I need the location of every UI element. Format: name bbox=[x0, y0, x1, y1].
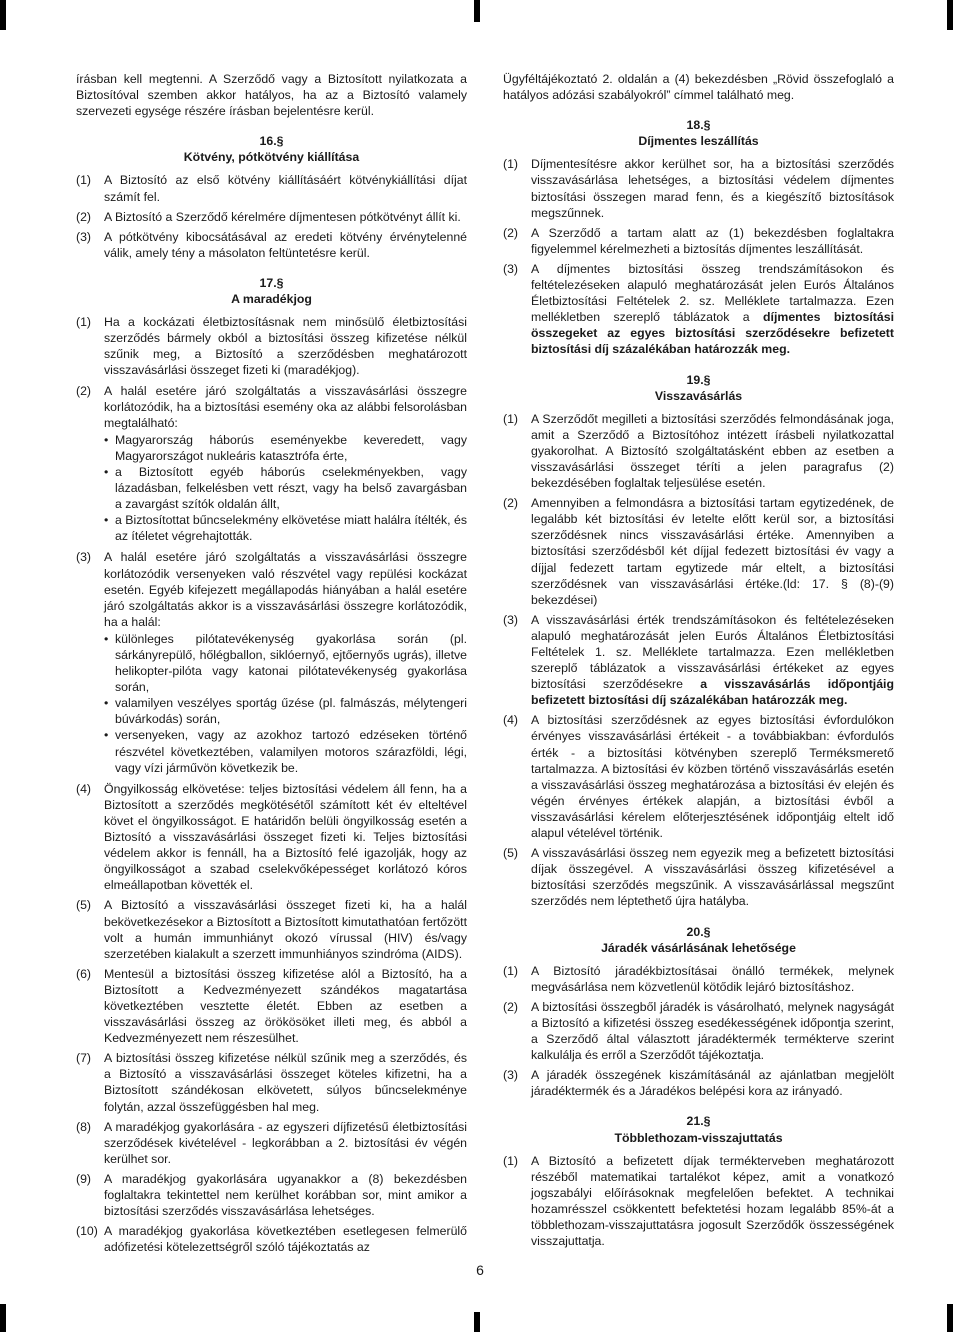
list-item bbox=[503, 156, 894, 220]
item-text: A halál esetére járó szolgáltatás a visszavásárlási összegre korlátozódik versenyeken való részvétel vagy repülési kockázat esetén. Egyéb kifejezett megállapodás hiányában a halál esetére járó szolgáltatás akkor is a visszavásárlási összegre korlátozódik, ha a halál: bbox=[104, 550, 467, 629]
list-item bbox=[503, 225, 894, 257]
item-number: (1) bbox=[76, 315, 92, 330]
bullet-item: • valamilyen veszélyes sportág űzése (pl. falmászás, mélytengeri búvárkodás) során, bbox=[104, 695, 467, 727]
list-item bbox=[503, 845, 894, 909]
item-text: A járadék összegének kiszámításánál az ajánlatban megjelölt járadéktermék és a Járadékos belépési kora az irányadó. bbox=[531, 1068, 894, 1099]
item-number: (4) bbox=[76, 781, 92, 796]
item-number: (6) bbox=[76, 966, 92, 981]
item-number: (2) bbox=[503, 999, 519, 1014]
list-item bbox=[503, 612, 894, 709]
bullet-item: • a Biztosított egyéb háborús cselekményekben, vagy lázadásban, felkelésben vett részt, vagy ha belső zavargásban a zavargást szítók oldalán állt, bbox=[104, 464, 467, 512]
item-text: A Biztosító a befizetett díjak termékterveben meghatározott részéből matematikai tartalékot képez, amit a vonatkozó jogszabályi előírásoknak megfelelően befektet. A technikai hozamrésszel csökkentett befektetési hozam legalább 85%-át a többlethozam-visszajuttatásra jogosult Szerződők összességének visszajuttatja. bbox=[531, 1153, 894, 1249]
list-item bbox=[76, 1223, 467, 1255]
item-body bbox=[104, 549, 467, 776]
item-text-regular: A visszavásárlási érték trendszámításokon és feltételezéseken alapuló meghatározását jelen Eurós Általános Életbiztosítási Feltételek 1. sz. Melléklete tartalmazza. Ezen mellékletben szereplő táblázatok a visszavásárlási értékeket az egyes biztosítási szerződésekre bbox=[531, 612, 894, 692]
list-item bbox=[503, 712, 894, 841]
section-21-heading bbox=[503, 1113, 894, 1145]
item-text: A visszavásárlási összeg nem egyezik meg a befizetett biztosítási díjak összegével. A visszavásárlási összeg kifizetésével a biztosítási szerződés megszűnik. A visszavásárlással megszűnt szerződés nem léptethető újra hatályba. bbox=[531, 846, 894, 909]
list-item bbox=[76, 172, 467, 204]
item-text-bold: a visszavásárlás időpontjáig befizetett biztosítási díj százalékában határozzák meg. bbox=[531, 677, 894, 708]
item-text: A pótkötvény kibocsátásával az eredeti kötvény érvénytelenné válik, amely tény a másolaton feltüntetésre kerül. bbox=[104, 229, 467, 260]
bullet-item: • a Biztosítottat bűncselekmény elkövetése miatt halálra ítélték, és az ítéletet végrehajtották. bbox=[104, 512, 467, 544]
item-text: A maradékjog gyakorlására - az egyszeri díjfizetésű életbiztosítási szerződések kivételével - legkorábban a 2. biztosítási év végén kerülhet sor. bbox=[104, 1119, 467, 1166]
list-item bbox=[503, 1153, 894, 1250]
list-item bbox=[503, 1067, 894, 1099]
item-number: (1) bbox=[503, 157, 519, 172]
item-text: A Biztosító járadékbiztosításai önálló termékek, melynek megvásárlása nem közvetlenül kötődik lejáró biztosításhoz. bbox=[531, 963, 894, 994]
item-text: A Szerződő a tartam alatt az (1) bekezdésben foglaltakra figyelemmel kérelmezheti a biztosítás díjmentes leszállítását. bbox=[531, 225, 894, 256]
section-title: Visszavásárlás bbox=[654, 388, 743, 403]
list-item bbox=[76, 781, 467, 894]
left-column bbox=[76, 71, 467, 1259]
item-number: (8) bbox=[76, 1119, 92, 1134]
crop-mark-top-center bbox=[474, 0, 480, 22]
item-number: (3) bbox=[503, 612, 519, 627]
item-number: (2) bbox=[76, 209, 92, 224]
item-number: (5) bbox=[503, 846, 519, 861]
item-number: (3) bbox=[503, 1068, 519, 1083]
item-text: A biztosítási összegből járadék is vásárolható, melynek nagyságát a Biztosító a kifizetési összeg esedékességének időpontja szerint, a Szerződő által választott járadéktermék termékterve szerint kalkulálja és erről a Szerződőt tájékoztatja. bbox=[531, 999, 894, 1063]
list-item bbox=[76, 314, 467, 378]
item-text: A biztosítási szerződésnek az egyes biztosítási évfordulókon érvényes visszavásárlási értékeit - a továbbiakban: évfordulós érték - a biztosítási kötvényben szereplő Terméksmerető tartalmazza. A biztosítási év közben történő visszavásárlás esetén a visszavásárlási összeg meghatározása a biztosítási év elején és végén érvényes értékek alapján, a biztosítási évből a visszavásárlási kérelem előterjesztésének időpontjáig eltelt idő alapul vételével történik. bbox=[531, 713, 894, 841]
item-text: A halál esetére járó szolgáltatás a visszavásárlási összegre korlátozódik, ha a biztosítási esemény oka az alábbi felsorolásban megtalálható: bbox=[104, 383, 467, 430]
section-number: 21.§ bbox=[686, 1114, 711, 1129]
list-item bbox=[76, 229, 467, 261]
section-19-heading bbox=[503, 372, 894, 404]
section-17-heading bbox=[76, 275, 467, 307]
item-number: (2) bbox=[503, 225, 519, 240]
item-number: (3) bbox=[503, 261, 519, 276]
item-text: A Biztosító az első kötvény kiállításáért kötvénykiállítási díjat számít fel. bbox=[104, 173, 467, 204]
intro-paragraph: írásban kell megtenni. A Szerződő vagy a Biztosított nyilatkozata a Biztosítóval szemben akkor hatályos, ha az a Biztosító valamely szervezeti egysége részére írásban bejelentésre kerül. bbox=[76, 72, 467, 119]
list-item bbox=[503, 261, 894, 358]
list-item bbox=[76, 383, 467, 546]
item-text: Ha a kockázati életbiztosításnak nem minősülő életbiztosítási szerződés bármely okból a biztosítási összeg kifizetése nélkül szűnik meg, a Biztosító a szerződésben meghatározott visszavásárlási összeget fizeti ki (maradékjog). bbox=[104, 315, 467, 378]
section-number: 16.§ bbox=[259, 134, 284, 149]
item-number: (2) bbox=[76, 383, 92, 398]
list-item bbox=[76, 209, 467, 225]
page-number: 6 bbox=[476, 1262, 484, 1278]
item-text: Öngyilkosság elkövetése: teljes biztosítási védelem áll fenn, ha a Biztosított a szerződés megkötésétől számított két év elteltével követ el öngyilkosságot. E határidőn belüli öngyilkosság esetén a Biztosító a visszavásárlási összeget fizeti ki. Teljes biztosítási védelem akkor is fennáll, ha a Biztosító felé igazolják, hogy az öngyilkosságot a szabad cselekvőképességet korlátozó kóros elmeállapotban követték el. bbox=[104, 781, 467, 893]
section-title: A maradékjog bbox=[231, 292, 312, 307]
crop-mark-top-left bbox=[0, 0, 6, 30]
item-text: A Biztosító a Szerződő kérelmére díjmentesen pótkötvényt állít ki. bbox=[104, 209, 461, 224]
item-text bbox=[531, 612, 894, 709]
item-text: A maradékjog gyakorlása következtében esetlegesen felmerülő adófizetési kötelezettségről szóló tájékoztatás az bbox=[104, 1224, 467, 1255]
section-title: Díjmentes leszállítás bbox=[638, 134, 759, 149]
item-number: (1) bbox=[503, 963, 519, 978]
item-number: (3) bbox=[76, 229, 92, 244]
item-number: (10) bbox=[76, 1224, 98, 1239]
list-item bbox=[76, 966, 467, 1046]
item-number: (1) bbox=[503, 1153, 519, 1168]
item-body bbox=[104, 383, 467, 546]
section-16-heading bbox=[76, 133, 467, 165]
item-text: A Szerződőt megilleti a biztosítási szerződés felmondásának joga, amit a Szerződő a Biztosítóhoz intézett írásbeli nyilatkozattal gyakorolhat. A Biztosító szolgáltatásként ebben az esetben a visszavásárlási összeget téríti a jelen paragrafus (2) bekezdésében foglaltak teljesülése esetén. bbox=[531, 411, 894, 491]
intro-paragraph: Ügyféltájékoztató 2. oldalán a (4) bekezdésben „Rövid összefoglaló a hatályos adózási szabályokról” címmel található meg. bbox=[503, 72, 894, 103]
list-item bbox=[503, 999, 894, 1063]
item-number: (9) bbox=[76, 1171, 92, 1186]
section-title: Járadék vásárlásának lehetősége bbox=[601, 940, 796, 955]
section-number: 20.§ bbox=[686, 924, 711, 939]
list-item bbox=[503, 963, 894, 995]
section-18-heading bbox=[503, 117, 894, 149]
item-number: (2) bbox=[503, 496, 519, 511]
item-number: (1) bbox=[76, 173, 92, 188]
right-column bbox=[503, 71, 894, 1253]
item-number: (1) bbox=[503, 411, 519, 426]
item-number: (4) bbox=[503, 713, 519, 728]
bullet-item: • különleges pilótatevékenység gyakorlása során (pl. sárkányrepülő, hőlégballon, siklóernyő, ejtőernyős ugrás), illetve helikopter-pilóta vagy katonai pilótatevékenység gyakorlása során, bbox=[104, 631, 467, 695]
list-item bbox=[76, 1050, 467, 1114]
item-text: A maradékjog gyakorlására ugyanakkor a (8) bekezdésben foglaltakra tekintettel nem kerülhet korábban sor, mint amikor a biztosítási szerződés visszavásárlása lehetséges. bbox=[104, 1171, 467, 1219]
item-text: Mentesül a biztosítási összeg kifizetése alól a Biztosító, ha a Biztosított a Kedvezményezett szándékos magatartása következtében vesztette életét. Ebben az esetben a visszavásárlási összeg az örökösöket illeti meg, és abból a Kedvezményezett nem részesülhet. bbox=[104, 966, 467, 1046]
item-text: Amennyiben a felmondásra a biztosítási tartam egytizedének, de legalább két biztosítási év letelte előtt kerül sor, a biztosítási szerződésnek nincs visszavásárlási értéke. Amennyiben a biztosítási szerződésből két díjjal fedezett biztosítási év vagy a díjjal fedezett tartam egytizede már eltelt, a biztosítási szerződésnek van visszavásárlási értéke.(ld: 17. § (8)-(9) bekezdései) bbox=[531, 496, 894, 607]
bullet-list bbox=[104, 631, 467, 776]
section-title: Többlethozam-visszajuttatás bbox=[614, 1130, 783, 1145]
bullet-item: • versenyeken, vagy az azokhoz tartozó edzéseken történő részvétel következtében, valamilyen motoros szárazföldi, légi, vagy vízi járművön következik be. bbox=[104, 727, 467, 775]
section-title: Kötvény, pótkötvény kiállítása bbox=[183, 150, 360, 165]
section-number: 19.§ bbox=[686, 372, 711, 387]
crop-mark-bottom-left bbox=[0, 1304, 6, 1332]
section-number: 18.§ bbox=[686, 118, 711, 133]
item-text-regular: A díjmentes biztosítási összeg trendszámításokon és feltételezéseken alapuló meghatározását jelen Eurós Általános Életbiztosítási Feltételek 2. sz. Melléklete tartalmazza. Ezen mellékletben szereplő táblázatok a bbox=[531, 261, 894, 325]
item-text: A Biztosító a visszavásárlási összeget fizeti ki, ha a halál bekövetkezésekor a Biztosított a Biztosított kimutathatóan fertőzött volt a humán immunhiányt okozó vírussal (HIV) és/vagy szerzetében kialakult a szerzett immunhiányos szindróma (AIDS). bbox=[104, 898, 467, 961]
list-item bbox=[76, 549, 467, 776]
list-item bbox=[503, 411, 894, 491]
list-item bbox=[76, 1119, 467, 1167]
crop-mark-top-right bbox=[947, 0, 953, 30]
item-number: (5) bbox=[76, 898, 92, 913]
item-number: (3) bbox=[76, 550, 92, 565]
bullet-item: • Magyarország háborús eseményekbe keveredett, vagy Magyarországot nukleáris katasztrófa érte, bbox=[104, 432, 467, 464]
item-text: A biztosítási összeg kifizetése nélkül szűnik meg a szerződés, és a Biztosító a visszavásárlási összeget köteles kifizetni, ha a Biztosított szándékosan elkövetett, súlyos bűncselekménye folytán, azzal összefüggésben hal meg. bbox=[104, 1051, 467, 1114]
section-20-heading bbox=[503, 924, 894, 956]
list-item bbox=[76, 897, 467, 961]
crop-mark-bottom-center bbox=[474, 1312, 480, 1332]
item-text bbox=[531, 261, 894, 358]
bullet-list bbox=[104, 432, 467, 545]
crop-mark-bottom-right bbox=[947, 1304, 953, 1332]
list-item bbox=[76, 1171, 467, 1219]
list-item bbox=[503, 495, 894, 608]
item-text: Díjmentesítésre akkor kerülhet sor, ha a biztosítási szerződés visszavásárlása lehetséges, a biztosítási védelem díjmentes biztosítási összegen marad fenn, és a kiegészítő biztosítások megszűnnek. bbox=[531, 157, 894, 220]
item-number: (7) bbox=[76, 1051, 92, 1066]
item-text-bold: díjmentes biztosítási összegeket az egyes biztosítási szerződésekre befizetett biztosítási díj százalékában határozzák meg. bbox=[531, 310, 894, 357]
section-number: 17.§ bbox=[259, 275, 284, 290]
